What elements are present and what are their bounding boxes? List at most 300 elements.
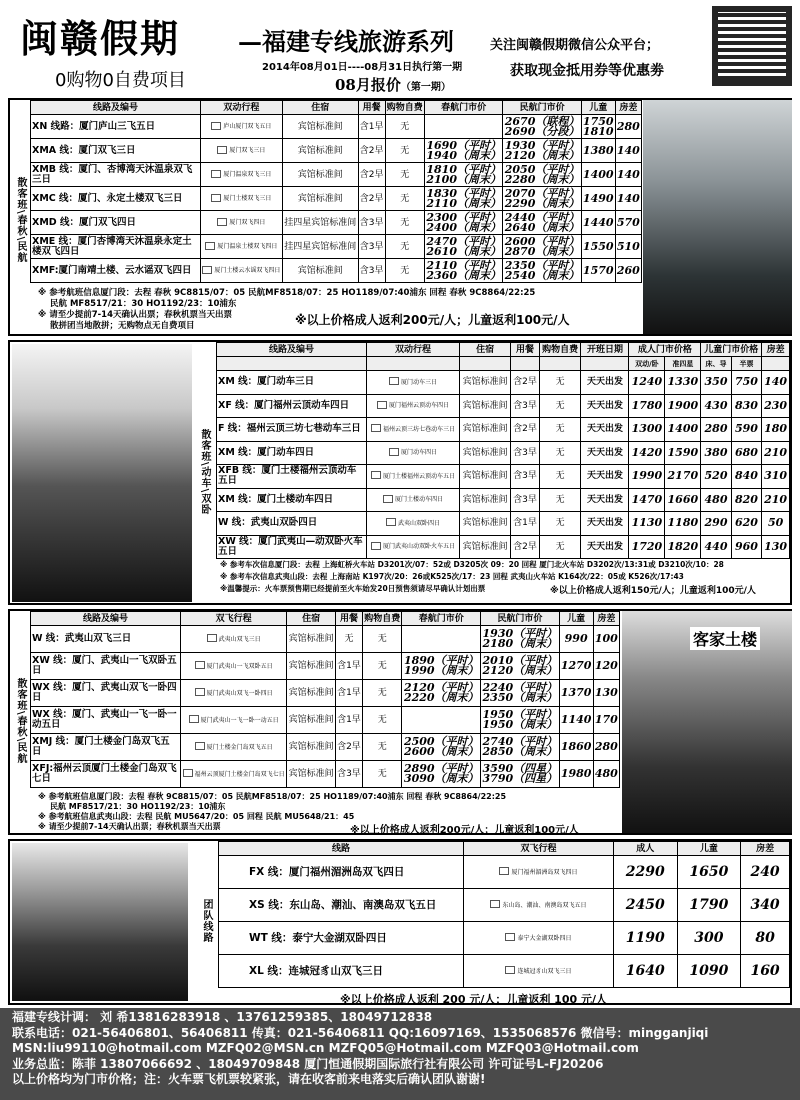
trip-cell [201,115,283,139]
shop-cell: 无 [539,488,581,512]
column-header: 开班日期 [581,343,629,357]
price-line: 2500（平时） [403,735,479,748]
date-cell: 天天出发 [581,465,629,489]
stay-cell: 宾馆标准间 [287,680,336,707]
price-line: 2180（周末） [482,637,558,650]
document-icon [211,170,221,178]
child-price-cell: 1270 [559,653,593,680]
price-cell: 290 [701,512,731,536]
shop-cell: 无 [362,707,401,734]
table-row [31,680,620,707]
room-diff-cell: 280 [593,734,619,761]
price-line: 2070（平时） [504,186,580,200]
price-cell: 1300 [629,418,665,442]
document-icon [383,495,393,503]
blank-header [459,357,510,371]
section-4-table [218,841,790,988]
document-icon [377,401,387,409]
price-line: 1440 [582,215,614,229]
route-name: F 线：福州云顶三坊七巷动车三日 [217,418,367,442]
room-diff-cell: 180 [762,418,790,442]
price-cell: 1590 [665,441,701,465]
table-row [31,163,642,187]
child-price-cell: 300 [677,922,741,955]
trip-text: 厦门福州云顶动车四日 [388,402,449,410]
column-header: 春航门市价 [424,101,502,115]
wechat-line-1: 关注闽赣假期微信公众平台； [490,38,660,53]
document-icon [217,218,227,226]
price-cell: 2170 [665,465,701,489]
trip-text: 厦门土楼金门岛双飞五日 [206,743,273,751]
room-diff-cell: 140 [615,139,641,163]
s1-note1: ※ 参考航班信息厦门段：去程 春秋 9C8815/07：05 民航MF8518/07：25 HO1189/07:40浦东 回程 春秋 9C8864/22:25 [38,288,536,298]
date-cell: 天天出发 [581,394,629,418]
trip-text: 厦门动车四日 [400,449,437,457]
period-text: 2014年08月01日----08月31日执行第一期 [262,62,463,73]
price-cell [424,163,502,187]
section-4-label: 团队线路 [201,899,212,943]
price-cell: 680 [731,441,761,465]
price-cell [581,187,615,211]
price-line: 2300（平时） [426,210,501,224]
blank-header [217,357,367,371]
stay-cell: 宾馆标准间 [282,139,358,163]
blank-header [762,357,790,371]
meal-cell: 含1早 [511,512,540,536]
room-diff-cell: 130 [762,535,790,559]
trip-cell [181,734,287,761]
stay-cell: 宾馆标准间 [459,418,510,442]
room-diff-cell: 570 [615,211,641,235]
trip-text: 厦门动车三日 [400,378,437,386]
column-header: 房差 [615,101,641,115]
section-2-table [216,342,790,559]
price-cell: 440 [701,535,731,559]
price-cell [424,139,502,163]
price-cell [402,761,481,788]
table-row [31,653,620,680]
stay-cell: 宾馆标准间 [282,115,358,139]
price-line: 1400 [582,167,614,181]
price-cell [581,163,615,187]
trip-cell [367,512,460,536]
issue-title [335,74,451,95]
room-diff-cell: 210 [762,488,790,512]
trip-text: 福州云顶厦门土楼金门岛双飞七日 [194,770,285,778]
trip-text: 厦门温泉双飞三日 [223,171,272,178]
document-icon [371,424,381,432]
price-cell: 1780 [629,394,665,418]
trip-cell [201,211,283,235]
shop-cell: 无 [385,187,424,211]
route-name: XMC 线：厦门、永定土楼双飞三日 [31,187,201,211]
price-cell: 1420 [629,441,665,465]
column-header: 双动行程 [201,101,283,115]
table-row [217,394,790,418]
route-name: WX 线：厦门、武夷山一飞一卧一动五日 [31,707,181,734]
price-line: 1930（平时） [482,627,558,640]
adult-price-cell: 1640 [614,955,678,988]
room-diff-cell: 120 [593,653,619,680]
table-row [219,922,790,955]
price-cell: 750 [731,371,761,395]
section-1-table [30,100,642,283]
section-2-label: 散客班\动车\双卧 [199,428,210,516]
trip-text: 厦门温泉土楼双飞四日 [217,243,278,250]
column-header: 春航门市价 [402,612,481,626]
route-name: XFB 线：厦门土楼福州云顶动车五日 [217,465,367,489]
price-line: 2240（平时） [482,681,558,694]
route-name: XMB 线：厦门、杏博湾天沐温泉双飞三日 [31,163,201,187]
table-row [217,418,790,442]
table-row [217,441,790,465]
table-row [31,707,620,734]
s1-note4: 散拼团当地散拼；无购物点无自费项目 [50,321,195,331]
trip-cell [464,856,614,889]
shop-cell: 无 [539,394,581,418]
subheader-row [217,357,790,371]
meal-cell: 含3早 [511,465,540,489]
trip-cell [201,139,283,163]
footer-line-3: MSN:liu99110@hotmail.com MZFQ02@MSN.cn MZFQ05@Hotmail.com MZFQ03@Hotmail.com [12,1041,639,1055]
table-row [217,488,790,512]
blank-header [539,357,581,371]
stay-cell: 宾馆标准间 [287,707,336,734]
room-diff-cell: 80 [741,922,790,955]
child-price-cell: 1650 [677,856,741,889]
series-title: —福建专线旅游系列 [238,27,454,56]
adult-price-cell: 2290 [614,856,678,889]
table-row [31,734,620,761]
table-row [217,371,790,395]
trip-cell [181,761,287,788]
price-line: 2440（平时） [504,210,580,224]
child-price-cell: 1860 [559,734,593,761]
price-cell: 1330 [665,371,701,395]
price-line: 1490 [582,191,614,205]
shop-cell: 无 [385,163,424,187]
shop-cell: 无 [539,441,581,465]
stay-cell: 宾馆标准间 [287,653,336,680]
table-row [219,889,790,922]
price-cell [424,211,502,235]
column-header: 儿童 [559,612,593,626]
price-cell [402,707,481,734]
price-line: 2850（周末） [482,745,558,758]
price-line: 2540（周末） [504,268,580,282]
section-3-label: 散客班\春秋\民航 [15,677,26,765]
room-diff-cell: 140 [762,371,790,395]
sub-header: 准四星 [665,357,701,371]
price-cell: 480 [701,488,731,512]
price-line: 2470（平时） [426,234,501,248]
price-line: 1380 [582,143,614,157]
room-diff-cell: 260 [615,259,641,283]
price-cell: 1240 [629,371,665,395]
price-cell: 1130 [629,512,665,536]
section-1-label: 散客班\春秋\民航 [15,176,26,264]
trip-cell [367,441,460,465]
table-row [217,465,790,489]
route-name: W 线：武夷山双飞三日 [31,626,181,653]
table-row [217,512,790,536]
table-row [219,955,790,988]
trip-cell [181,707,287,734]
child-price-cell: 1140 [559,707,593,734]
price-line: 2360（周末） [426,268,501,282]
price-cell [503,187,581,211]
table-row [31,761,620,788]
price-line: 2740（平时） [482,735,558,748]
shop-cell: 无 [385,211,424,235]
price-line: 2050（平时） [504,162,580,176]
brand-logo: 闽赣假期 [20,16,181,61]
price-line: 2120（周末） [504,148,580,162]
s2-note1: ※ 参考车次信息厦门段：去程 上海虹桥火车站 D3201次/07：52或 D3205次 09：20 回程 厦门北火车站 D3202次/13:31或 D3210次/10：28 [220,560,724,569]
child-price-cell: 1790 [677,889,741,922]
document-icon [189,715,199,723]
price-cell [424,115,502,139]
price-line: 2120（周末） [482,664,558,677]
stay-cell: 宾馆标准间 [287,734,336,761]
price-cell: 1820 [665,535,701,559]
child-price-cell: 990 [559,626,593,653]
trip-text: 厦门双飞三日 [229,147,266,154]
route-name: XW 线：厦门武夷山—动双卧火车五日 [217,535,367,559]
s3-note3: ※ 参考航班信息武夷山段：去程 民航 MU5647/20：05 回程 民航 MU5648/21：45 [38,812,355,821]
stay-cell: 宾馆标准间 [287,761,336,788]
trip-cell [201,259,283,283]
blank-header [511,357,540,371]
s1-note3: ※ 请至少提前7-14天确认出票；春秋机票当天出票 [38,310,232,320]
price-line: 2110（平时） [426,258,501,272]
stay-cell: 挂四星宾馆标准间 [282,235,358,259]
price-line: 2010（平时） [482,654,558,667]
meal-cell: 含2早 [511,418,540,442]
column-header: 双飞行程 [464,842,614,856]
trip-text: 庐山厦门双飞五日 [223,123,272,130]
price-cell [424,235,502,259]
document-icon [490,900,500,908]
price-line: 2120（平时） [403,681,479,694]
stay-cell: 宾馆标准间 [459,512,510,536]
trip-text: 厦门武夷山动双卧火车五日 [382,543,455,551]
meal-cell: 含1早 [335,653,362,680]
price-cell [402,734,481,761]
shop-cell: 无 [362,653,401,680]
price-line: 1830（平时） [426,186,501,200]
meal-cell: 含1早 [358,115,385,139]
price-line: 1950（平时） [482,708,558,721]
column-header: 成人门市价格 [629,343,701,357]
shop-cell: 无 [362,626,401,653]
s1-note2: 民航 MF8517/21：30 HO1192/23：10浦东 [50,299,237,309]
document-icon [183,769,193,777]
trip-text: 武夷山双飞三日 [218,635,261,643]
price-line: 1940（周末） [426,148,501,162]
document-icon [371,542,381,550]
header [0,0,800,96]
trip-text: 武夷山双卧四日 [397,519,440,527]
price-line: 2350（平时） [504,258,580,272]
footer-line-5: 以上价格均为门市价格；注：火车票飞机票较紧张，请在收客前来电落实后确认团队谢谢! [12,1072,486,1086]
price-cell [481,653,560,680]
price-line: 3590（四星） [482,762,558,775]
route-name: WT 线：泰宁大金湖双卧四日 [219,922,464,955]
route-name: XM 线：厦门土楼动车四日 [217,488,367,512]
date-cell: 天天出发 [581,488,629,512]
trip-cell [181,626,287,653]
price-line: 1750 [582,114,614,128]
price-line: 2220（周末） [403,691,479,704]
trip-text: 厦门土楼双飞三日 [223,195,272,202]
price-cell [581,235,615,259]
qr-code-icon[interactable] [712,6,792,86]
date-cell: 天天出发 [581,441,629,465]
column-header: 房差 [741,842,790,856]
s2-note2: ※ 参考车次信息武夷山段：去程 上海南站 K197次/20：26或K525次/17：23 回程 武夷山火车站 K164次/22：05或 K526次/17:43 [220,572,684,581]
footer-line-2: 联系电话：021-56406801、56406811 传真：021-56406811 QQ:16097169、1535068576 微信号：mingganjiqi [12,1025,709,1040]
price-cell [503,211,581,235]
blank-header [581,357,629,371]
footer-line-1: 福建专线计调： 刘 希13816283918 、13761259385、18049712838 [12,1010,433,1024]
stay-cell: 宾馆标准间 [282,187,358,211]
stay-cell: 宾馆标准间 [459,441,510,465]
price-cell [481,680,560,707]
trip-cell [181,680,287,707]
room-diff-cell: 140 [615,163,641,187]
document-icon [211,122,221,130]
stay-cell: 宾馆标准间 [459,465,510,489]
price-cell [402,626,481,653]
price-cell: 590 [731,418,761,442]
trip-cell [181,653,287,680]
meal-cell: 含3早 [358,259,385,283]
trip-cell [367,418,460,442]
date-cell: 天天出发 [581,535,629,559]
price-cell [581,115,615,139]
route-name: W 线：武夷山双卧四日 [217,512,367,536]
trip-text: 连城冠豸山双飞三日 [517,967,572,975]
room-diff-cell: 160 [741,955,790,988]
trip-text: 厦门武夷山一飞双卧五日 [206,662,273,670]
price-line: 2600（周末） [403,745,479,758]
route-name: XMJ 线：厦门土楼金门岛双飞五日 [31,734,181,761]
shop-cell: 无 [539,512,581,536]
column-header: 购物自费 [539,343,581,357]
route-name: XME 线：厦门杏博湾天沐温泉永定土楼双飞四日 [31,235,201,259]
price-line: 1810 [582,124,614,138]
column-header: 线路 [219,842,464,856]
stay-cell: 宾馆标准间 [459,535,510,559]
section-1 [8,98,792,336]
route-name: WX 线：厦门、武夷山双飞一卧四日 [31,680,181,707]
shop-cell: 无 [539,371,581,395]
column-header: 线路及编号 [31,101,201,115]
shop-cell: 无 [385,139,424,163]
meal-cell: 无 [335,626,362,653]
stay-cell: 宾馆标准间 [282,259,358,283]
price-cell [481,734,560,761]
price-cell: 1470 [629,488,665,512]
stay-cell: 宾馆标准间 [459,488,510,512]
column-header: 民航门市价 [503,101,581,115]
price-line: 2280（周末） [504,172,580,186]
column-header: 儿童门市价格 [701,343,762,357]
room-diff-cell: 140 [615,187,641,211]
price-cell: 520 [701,465,731,489]
price-cell: 1900 [665,394,701,418]
document-icon [389,448,399,456]
document-icon [217,146,227,154]
route-name: XS 线：东山岛、潮汕、南澳岛双飞五日 [219,889,464,922]
trip-text: 厦门双飞四日 [229,219,266,226]
price-cell: 620 [731,512,761,536]
document-icon [207,634,217,642]
price-line: 2640（周末） [504,220,580,234]
meal-cell: 含2早 [511,371,540,395]
meal-cell: 含1早 [335,680,362,707]
price-line: 2690（分段） [504,124,580,138]
table-row [217,535,790,559]
column-header: 住宿 [459,343,510,357]
price-cell [503,115,581,139]
room-diff-cell: 480 [593,761,619,788]
price-cell: 1660 [665,488,701,512]
table-row [31,211,642,235]
price-cell [424,187,502,211]
document-icon [205,242,215,250]
date-cell: 天天出发 [581,418,629,442]
price-line: 2890（平时） [403,762,479,775]
room-diff-cell: 340 [741,889,790,922]
column-header: 线路及编号 [217,343,367,357]
price-cell: 1990 [629,465,665,489]
trip-cell [367,371,460,395]
price-line: 1990（周末） [403,664,479,677]
price-line: 3090（周末） [403,772,479,785]
price-line: 1930（平时） [504,138,580,152]
shop-cell: 无 [539,465,581,489]
price-cell [424,259,502,283]
price-cell: 1400 [665,418,701,442]
shop-cell: 无 [362,680,401,707]
trip-text: 厦门武夷山双飞一卧四日 [206,689,273,697]
price-line: 1890（平时） [403,654,479,667]
adult-price-cell: 1190 [614,922,678,955]
meal-cell: 含3早 [511,488,540,512]
shop-cell: 无 [539,418,581,442]
column-header: 线路及编号 [31,612,181,626]
date-cell: 天天出发 [581,371,629,395]
price-line: 2670（联程） [504,114,580,128]
meal-cell: 含3早 [335,761,362,788]
price-cell [402,653,481,680]
price-cell: 430 [701,394,731,418]
trip-text: 福州云顶三坊七巷动车三日 [382,425,455,433]
room-diff-cell: 50 [762,512,790,536]
column-header: 购物自费 [364,613,401,624]
footer [0,1008,800,1100]
adult-price-cell: 2450 [614,889,678,922]
section-3-table [30,611,620,788]
stay-cell: 宾馆标准间 [459,394,510,418]
document-icon [371,471,381,479]
document-icon [499,867,509,875]
price-cell [581,139,615,163]
room-diff-cell: 280 [615,115,641,139]
column-header: 房差 [593,612,619,626]
